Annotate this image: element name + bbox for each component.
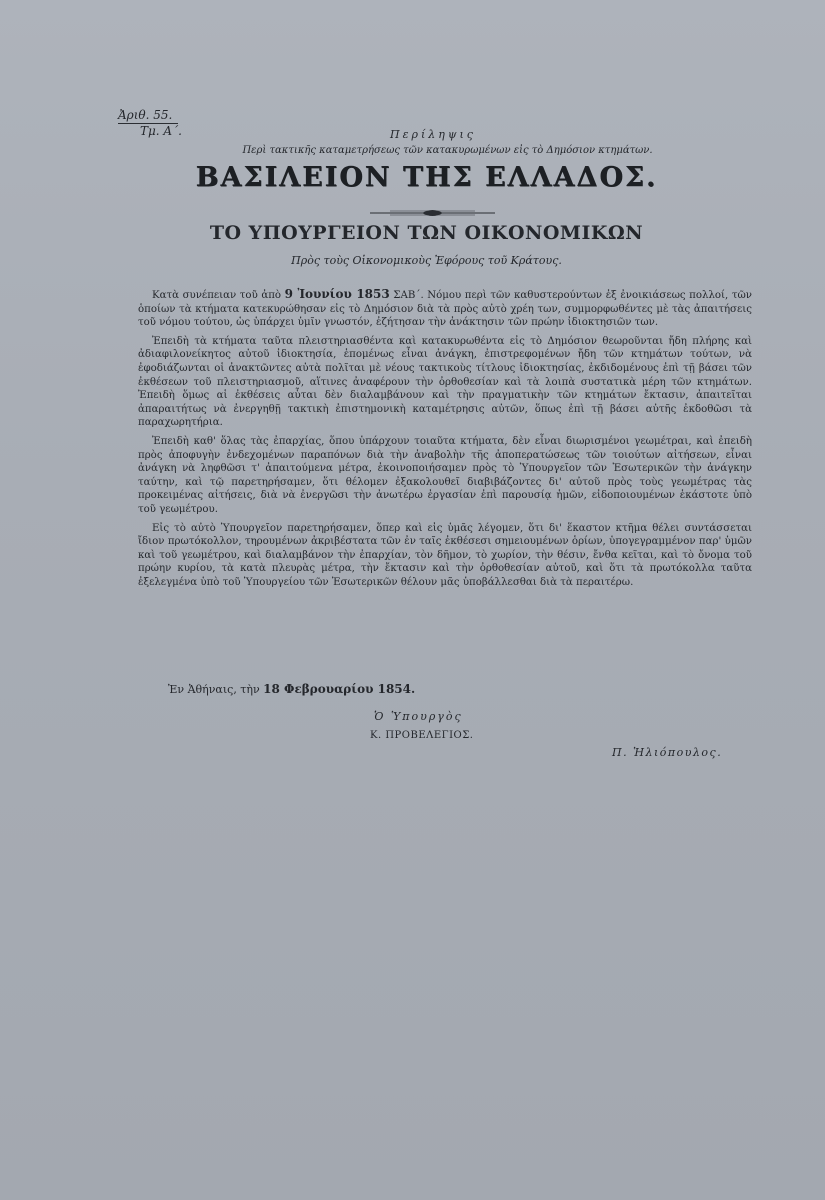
ornamental-rule (370, 207, 495, 219)
countersignature: Π. Ἡλιόπουλος. (612, 746, 723, 759)
document-number: Ἀριθ. 55. (118, 108, 178, 124)
signing-place-date (168, 682, 415, 696)
document-reference (118, 108, 238, 139)
ministry-title: ΤΟ ΥΠΟΥΡΓΕΙΟΝ ΤΩΝ ΟΙΚΟΝΟΜΙΚΩΝ (209, 222, 644, 244)
signing-place: Ἐν Ἀθήναις, τὴν (168, 683, 260, 696)
paragraph-1-rest: ΣΑΒ΄. Νόμου περὶ τῶν καθυστερούντων ἐξ ἐνοικιάσεως πολλοί, τῶν ὁποίων τὰ κτήματα κατεκυρώθησαν εἰς τὸ Δημόσιον διὰ τὰ πρὸς αὐτὸ χρέη των, συμμορφωθέντες μὲ τὰς ἀπαιτήσεις τοῦ νόμου τούτου, ὡς ὑπάρχει ὑμῖν γνωστόν, ἐζήτησαν τὴν ἀνάκτησιν τῶν πρώην ἰδιοκτησιῶν των. (138, 290, 752, 329)
paragraph-1-start: Κατὰ συνέπειαν τοῦ ἀπὸ (152, 290, 282, 301)
paragraph-2: Ἐπειδὴ τὰ κτήματα ταῦτα πλειστηριασθέντα καὶ κατακυρωθέντα εἰς τὸ Δημόσιον θεωροῦνται ἤδη πλήρης καὶ ἀδιαφιλονείκητος αὐτοῦ ἰδιοκτησία, ἑπομένως εἶναι ἀνάγκη, ἐπιστρεφομένων ἤδη τῶν κτημάτων τούτων, νὰ ἐφοδιάζωνται οἱ ἀνακτῶντες αὐτὰ πολῖται μὲ νέους τακτικοὺς τίτλους ἰδιοκτησίας, ἐκδιδομένους ἐπὶ τῇ βάσει τῶν ἐκθέσεων τοῦ πλειστηριασμοῦ, αἵτινες ἀναφέρουν τὴν ὀρθοθεσίαν καὶ τὰ λοιπὰ συστατικὰ μέρη τῶν κτημάτων. Ἐπειδὴ ὅμως αἱ ἐκθέσεις αὗται δὲν διαλαμβάνουν καὶ τὴν πραγματικὴν τῶν κτημάτων ἔκτασιν, ἀπαιτεῖται ἀπαραιτήτως νὰ ἐνεργηθῇ τακτικὴ ἐπιστημονικὴ καταμέτρησις αὐτῶν, ὅπως ἐπὶ τῇ βάσει αὐτῆς ἐκδοθῶσι τὰ παραχωρητήρια. (138, 335, 752, 429)
addressee-line: Πρὸς τοὺς Οἰκονομικοὺς Ἐφόρους τοῦ Κράτους. (291, 254, 562, 267)
paragraph-1 (138, 288, 752, 330)
minister-name: Κ. ΠΡΟΒΕΛΕΓΙΟΣ. (370, 730, 474, 741)
law-date: 9 Ἰουνίου 1853 (284, 287, 390, 301)
paragraph-3: Ἐπειδὴ καθ' ὅλας τὰς ἐπαρχίας, ὅπου ὑπάρχουν τοιαῦτα κτήματα, δὲν εἶναι διωρισμένοι γεωμέτραι, καὶ ἐπειδὴ πρὸς ἀποφυγὴν ἐνδεχομένων παραπόνων διὰ τὴν ἀναβολὴν τῆς ἀποπερατώσεως τῶν τοιούτων αἰτήσεων, εἶναι ἀνάγκη νὰ ληφθῶσι τ' ἀπαιτούμενα μέτρα, ἐκοινοποιήσαμεν πρὸς τὸ Ὑπουργεῖον τῶν Ἐσωτερικῶν τὴν ἀνάγκην ταύτην, καὶ τῷ παρετηρήσαμεν, ὅτι θέλομεν ἐξακολουθεῖ διαβιβάζοντες δι' αὐτοῦ πρὸς τοὺς γεωμέτρας τὰς προκειμένας αἰτήσεις, διὰ νὰ ἐνεργῶσι τὴν ἀνωτέρω ἐργασίαν ἐπὶ παρουσίᾳ ἡμῶν, εἰδοποιουμένων ἑκάστοτε ὑπὸ τοῦ γεωμέτρου. (138, 435, 752, 515)
minister-title: Ὁ Ὑπουργὸς (374, 710, 463, 723)
subject-line: Περὶ τακτικῆς καταμετρήσεως τῶν κατακυρωμένων εἰς τὸ Δημόσιον κτημάτων. (242, 145, 653, 156)
document-body (138, 288, 752, 594)
signing-date: 18 Φεβρουαρίου 1854. (263, 682, 416, 696)
kingdom-title: ΒΑΣΙΛΕΙΟΝ ΤΗΣ ΕΛΛΑΔΟΣ. (195, 162, 658, 193)
document-section: Τμ. Α΄. (140, 124, 182, 138)
summary-label: Περίληψις (390, 128, 476, 141)
paragraph-4: Εἰς τὸ αὐτὸ Ὑπουργεῖον παρετηρήσαμεν, ὅπερ καὶ εἰς ὑμᾶς λέγομεν, ὅτι δι' ἕκαστον κτῆμα θέλει συντάσσεται ἴδιον πρωτόκολλον, τηρουμένων ἀκριβέστατα τῶν ἐν ταῖς ἐκθέσεσι σημειουμένων ὁρίων, ὑπογεγραμμένον παρ' ὑμῶν καὶ τοῦ γεωμέτρου, καὶ διαλαμβάνον τὴν ἐπαρχίαν, τὸν δῆμον, τὸ χωρίον, τὴν θέσιν, ἔνθα κεῖται, καὶ τὸ ὄνομα τοῦ πρώην κυρίου, τὰ κατὰ πλευρὰς μέτρα, τὴν ἔκτασιν καὶ τὴν ὀρθοθεσίαν αὐτοῦ, καὶ ὅτι τὰ πρωτόκολλα ταῦτα ἐξελεγμένα ὑπὸ τοῦ Ὑπουργείου τῶν Ἐσωτερικῶν θέλουν μᾶς ὑποβάλλεσθαι διὰ τὰ περαιτέρω. (138, 522, 752, 588)
